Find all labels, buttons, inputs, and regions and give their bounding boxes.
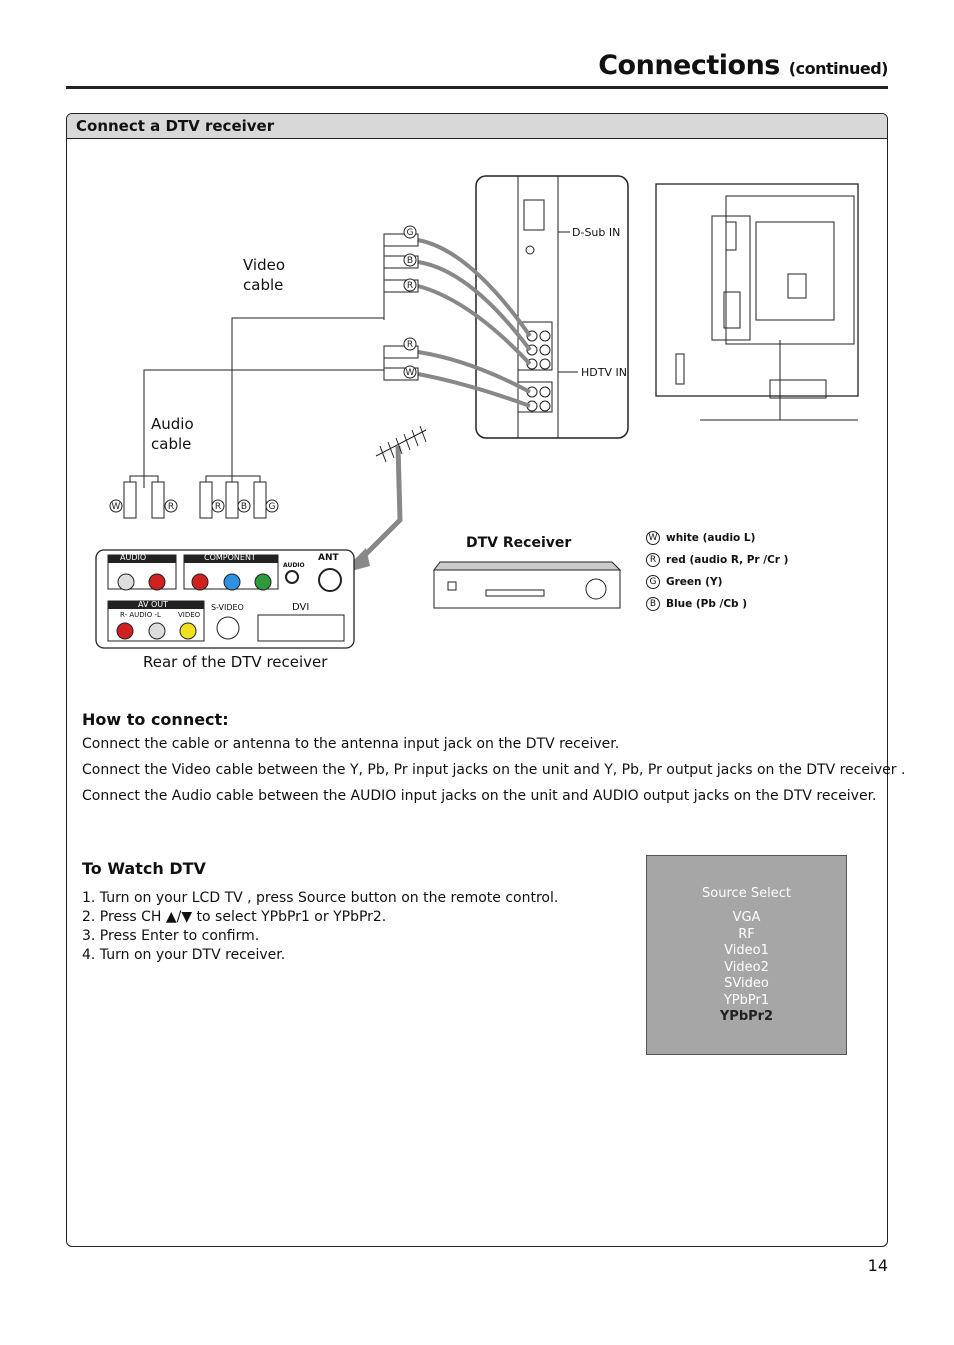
osd-item-video2: Video2 bbox=[724, 959, 769, 975]
svg-text:W: W bbox=[405, 368, 415, 378]
video-cable-line2: cable bbox=[243, 276, 284, 294]
legend-letter: B bbox=[646, 597, 660, 611]
section-title: Connect a DTV receiver bbox=[76, 117, 275, 135]
hdtv-in-label: HDTV IN bbox=[581, 366, 627, 379]
video-cable-line1: Video bbox=[243, 256, 286, 274]
page-title-main: Connections bbox=[598, 50, 780, 81]
legend-text: red (audio R, Pr /Cr ) bbox=[666, 554, 789, 566]
audio-cable-line2: cable bbox=[151, 435, 192, 453]
legend-text: Blue (Pb /Cb ) bbox=[666, 598, 748, 610]
osd-item-rf: RF bbox=[738, 926, 755, 942]
osd-item-ypbpr1: YPbPr1 bbox=[723, 992, 770, 1008]
watch-heading: To Watch DTV bbox=[82, 859, 206, 878]
page-title-sub: (continued) bbox=[788, 59, 888, 78]
source-select-menu bbox=[646, 855, 847, 1055]
legend-item-blue bbox=[646, 593, 788, 615]
tv-side-panel bbox=[476, 176, 628, 438]
video-cable-label bbox=[243, 255, 285, 295]
panel-audio-small-label: AUDIO bbox=[283, 562, 305, 569]
panel-r-audio-l-label: R- AUDIO -L bbox=[120, 611, 161, 619]
svg-text:R: R bbox=[167, 502, 175, 512]
legend-item-red bbox=[646, 549, 788, 571]
color-legend bbox=[646, 527, 788, 615]
panel-audio-label: AUDIO bbox=[120, 553, 147, 562]
svg-text:R: R bbox=[214, 502, 222, 512]
legend-item-white bbox=[646, 527, 788, 549]
svg-text:B: B bbox=[406, 256, 414, 266]
panel-component-label: COMPONENT bbox=[204, 553, 256, 562]
dtv-rear-panel bbox=[96, 550, 354, 648]
osd-item-ypbpr2: YPbPr2 bbox=[719, 1009, 774, 1024]
antenna-icon bbox=[376, 426, 426, 462]
tv-rear-view bbox=[656, 184, 858, 420]
osd-item-vga: VGA bbox=[732, 910, 761, 925]
how-to-line-1: Connect the cable or antenna to the antenna input jack on the DTV receiver. bbox=[82, 736, 620, 752]
legend-letter: R bbox=[646, 553, 660, 567]
watch-step-3: 3. Press Enter to confirm. bbox=[82, 928, 260, 944]
dtv-receiver-label: DTV Receiver bbox=[466, 535, 572, 551]
audio-cable-label bbox=[151, 414, 194, 454]
how-to-line-2: Connect the Video cable between the Y, Pb, Pr input jacks on the unit and Y, Pb, Pr output jacks on the DTV receiver . bbox=[82, 762, 906, 778]
osd-item-svideo: SVideo bbox=[724, 976, 769, 991]
legend-item-green bbox=[646, 571, 788, 593]
watch-steps bbox=[82, 889, 558, 965]
svg-text:G: G bbox=[406, 228, 414, 238]
watch-step-1: 1. Turn on your LCD TV , press Source button on the remote control. bbox=[82, 890, 559, 906]
panel-av-out-label: AV OUT bbox=[138, 600, 169, 609]
panel-s-video-label: S-VIDEO bbox=[211, 603, 244, 612]
dsub-in-label: D-Sub IN bbox=[572, 226, 621, 239]
osd-item-video1: Video1 bbox=[724, 943, 769, 958]
osd-header: Source Select bbox=[702, 886, 791, 901]
how-to-heading: How to connect: bbox=[82, 710, 229, 729]
svg-text:R: R bbox=[406, 281, 414, 291]
audio-cable-line1: Audio bbox=[151, 415, 194, 433]
legend-text: Green (Y) bbox=[666, 576, 723, 588]
legend-letter: W bbox=[646, 531, 660, 545]
watch-step-4: 4. Turn on your DTV receiver. bbox=[82, 947, 286, 963]
panel-video-label: VIDEO bbox=[178, 611, 201, 619]
rear-caption: Rear of the DTV receiver bbox=[143, 653, 328, 671]
panel-ant-label: ANT bbox=[318, 553, 339, 563]
page-number: 14 bbox=[867, 1256, 888, 1275]
legend-letter: G bbox=[646, 575, 660, 589]
svg-text:W: W bbox=[111, 502, 121, 512]
how-to-line-3: Connect the Audio cable between the AUDIO input jacks on the unit and AUDIO output jacks on the DTV receiver. bbox=[82, 788, 877, 804]
legend-text: white (audio L) bbox=[666, 532, 756, 544]
svg-text:G: G bbox=[268, 502, 276, 512]
panel-dvi-label: DVI bbox=[292, 602, 310, 613]
dtv-receiver-box bbox=[434, 562, 620, 608]
watch-step-2: 2. Press CH ▲/▼ to select YPbPr1 or YPbPr2. bbox=[82, 909, 387, 925]
svg-text:B: B bbox=[240, 502, 248, 512]
svg-text:R: R bbox=[406, 340, 414, 350]
